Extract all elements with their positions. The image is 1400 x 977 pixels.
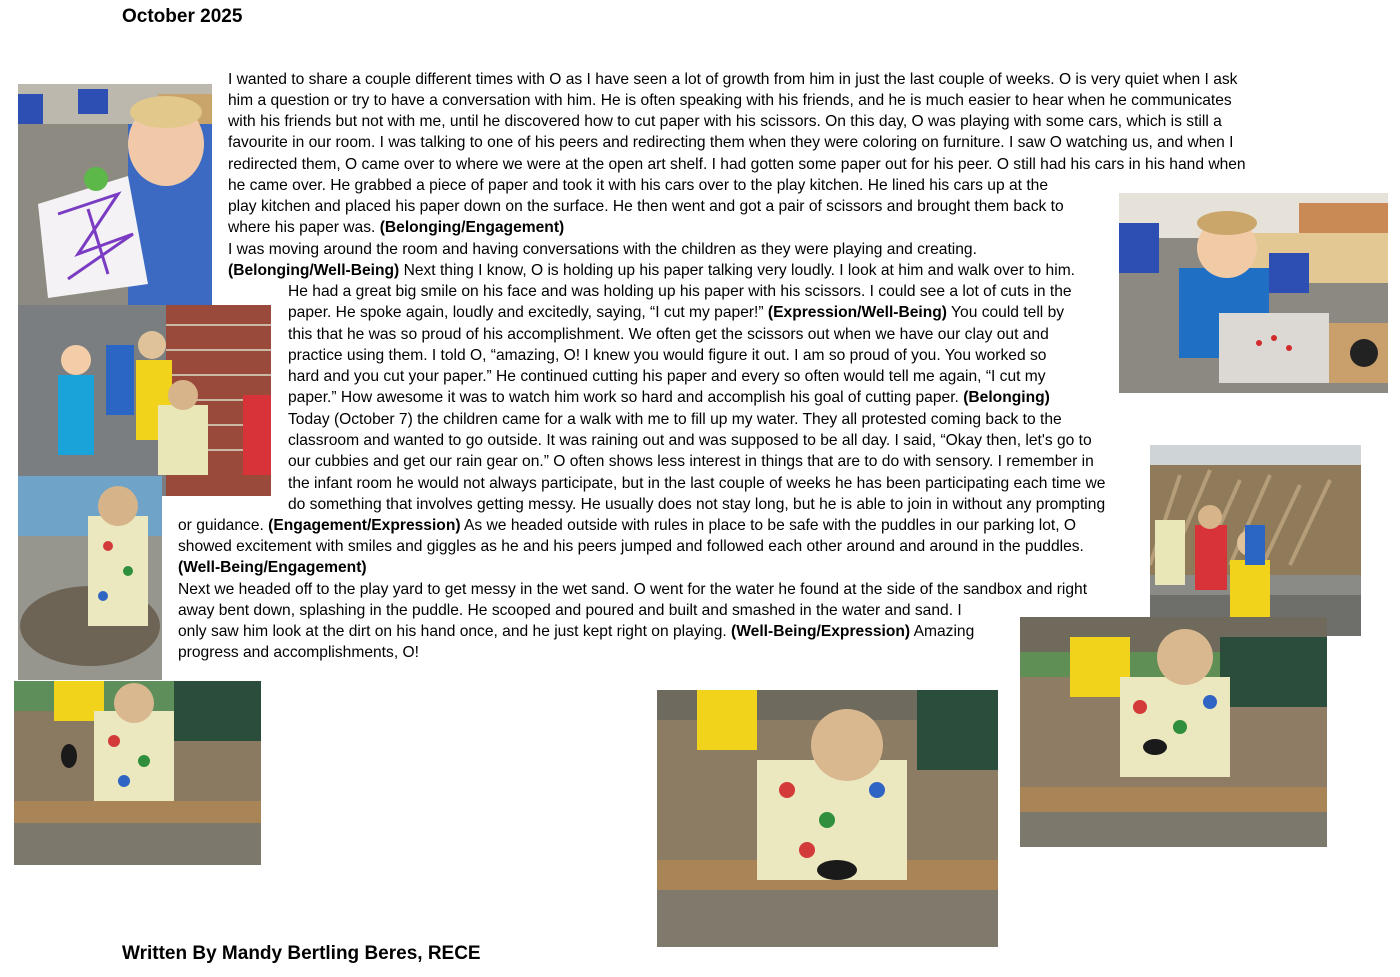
photo-child-in-puddle	[18, 476, 162, 680]
text-run: paper. He spoke again, loudly and excitedly, saying, “I cut my paper!”	[288, 304, 768, 321]
learning-tag: (Well-Being/Engagement)	[178, 559, 367, 576]
author-credit: Written By Mandy Bertling Beres, RECE	[122, 943, 481, 964]
text-run: I was moving around the room and having conversations with the children as they were playing and creating.	[228, 241, 977, 258]
paragraph-line	[178, 579, 1087, 600]
paragraph-line	[228, 239, 977, 260]
text-run: classroom and wanted to go outside. It was raining out and was supposed to be all day. I said, “Okay then, let's go to	[288, 432, 1092, 449]
paragraph-line	[228, 260, 1075, 281]
paragraph-line	[228, 154, 1246, 175]
paragraph-line	[178, 557, 367, 578]
text-run: Amazing	[910, 623, 975, 640]
text-run: hard and you cut your paper.” He continued cutting his paper and every so often would tell me again, “I cut my	[288, 368, 1046, 385]
paragraph-line	[288, 430, 1092, 451]
text-run: I wanted to share a couple different times with O as I have seen a lot of growth from him in just the last couple of weeks. O is very quiet when I ask	[228, 71, 1238, 88]
text-run: our cubbies and get our rain gear on.” O often shows less interest in things that are to do with sensory. I remember in	[288, 453, 1094, 470]
text-run: As we headed outside with rules in place to be safe with the puddles in our parking lot, O	[460, 517, 1077, 534]
text-run: play kitchen and placed his paper down on the surface. He then went and got a pair of scissors and brought them back to	[228, 198, 1064, 215]
paragraph-line	[228, 217, 564, 238]
paragraph-line	[288, 281, 1072, 302]
paragraph-line	[178, 642, 419, 663]
learning-tag: (Expression/Well-Being)	[767, 304, 947, 321]
paragraph-line	[288, 473, 1105, 494]
text-run: Next we headed off to the play yard to get messy in the wet sand. O went for the water he found at the side of the sandbox and right	[178, 581, 1088, 598]
text-run: favourite in our room. I was talking to one of his peers and redirecting them when they were coloring on furniture. I saw O watching us, and when I	[228, 134, 1234, 151]
paragraph-line	[178, 600, 962, 621]
text-run: progress and accomplishments, O!	[178, 644, 419, 661]
paragraph-line	[228, 69, 1237, 90]
photo-children-by-grasses	[1150, 445, 1361, 636]
text-run: He had a great big smile on his face and was holding up his paper with his scissors. I could see a lot of cuts in the	[288, 283, 1072, 300]
page-title: October 2025	[122, 6, 243, 27]
paragraph-line	[288, 324, 1049, 345]
paragraph-line	[178, 536, 1084, 557]
photo-child-sandbox-right	[1020, 617, 1327, 847]
photo-children-rain-gear-brick-wall	[18, 305, 271, 496]
paragraph-line	[178, 515, 1076, 536]
text-run: Next thing I know, O is holding up his paper talking very loudly. I look at him and walk over to him.	[399, 262, 1076, 279]
text-run: You could tell by	[947, 304, 1065, 321]
learning-tag: (Engagement/Expression)	[268, 517, 461, 534]
photo-child-cutting-paper	[1119, 193, 1388, 393]
photo-child-sandbox-center	[657, 690, 998, 947]
learning-tag: (Well-Being/Expression)	[731, 623, 911, 640]
text-run: with his friends but not with me, until he discovered how to cut paper with his scissors. On this day, O was playing with some cars, which is still a	[228, 113, 1222, 130]
text-run: he came over. He grabbed a piece of paper and took it with his cars over to the play kitchen. He lined his cars up at the	[228, 177, 1049, 194]
paragraph-line	[228, 111, 1222, 132]
text-run: away bent down, splashing in the puddle. He scooped and poured and built and smashed in the water and sand. I	[178, 602, 962, 619]
text-run: Today (October 7) the children came for a walk with me to fill up my water. They all protested coming back to the	[288, 411, 1062, 428]
learning-tag: (Belonging/Well-Being)	[228, 262, 400, 279]
paragraph-line	[228, 175, 1048, 196]
paragraph-line	[288, 366, 1046, 387]
text-run: showed excitement with smiles and giggles as he and his peers jumped and followed each other around and around in the puddles.	[178, 538, 1084, 555]
paragraph-line	[288, 409, 1062, 430]
paragraph-line	[228, 132, 1233, 153]
paragraph-line	[288, 494, 1105, 515]
text-run: this that he was so proud of his accomplishment. We often get the scissors out when we have our clay out and	[288, 326, 1049, 343]
text-run: do something that involves getting messy. He usually does not stay long, but he is able to join in without any prompting	[288, 496, 1106, 513]
paragraph-line	[288, 345, 1046, 366]
paragraph-line	[228, 90, 1232, 111]
paragraph-line	[288, 387, 1050, 408]
text-run: only saw him look at the dirt on his hand once, and he just kept right on playing.	[178, 623, 732, 640]
text-run: or guidance.	[178, 517, 269, 534]
paragraph-line	[288, 451, 1094, 472]
text-run: where his paper was.	[228, 219, 380, 236]
photo-child-holding-drawing	[18, 84, 212, 306]
paragraph-line	[178, 621, 974, 642]
text-run: redirected them, O came over to where we were at the open art shelf. I had gotten some paper out for his peer. O still had his cars in his hand when	[228, 156, 1246, 173]
paragraph-line	[228, 196, 1064, 217]
photo-child-sandbox-scooping	[14, 681, 261, 865]
text-run: him a question or try to have a conversation with him. He is often speaking with his friends, and he is much easier to hear when he communicates	[228, 92, 1232, 109]
text-run: paper.” How awesome it was to watch him work so hard and accomplish his goal of cutting paper.	[288, 389, 964, 406]
paragraph-line	[288, 302, 1064, 323]
learning-tag: (Belonging/Engagement)	[379, 219, 565, 236]
learning-tag: (Belonging)	[963, 389, 1050, 406]
text-run: practice using them. I told O, “amazing, O! I knew you would figure it out. I am so proud of you. You worked so	[288, 347, 1047, 364]
text-run: the infant room he would not always participate, but in the last couple of weeks he has been participating each time we	[288, 475, 1106, 492]
